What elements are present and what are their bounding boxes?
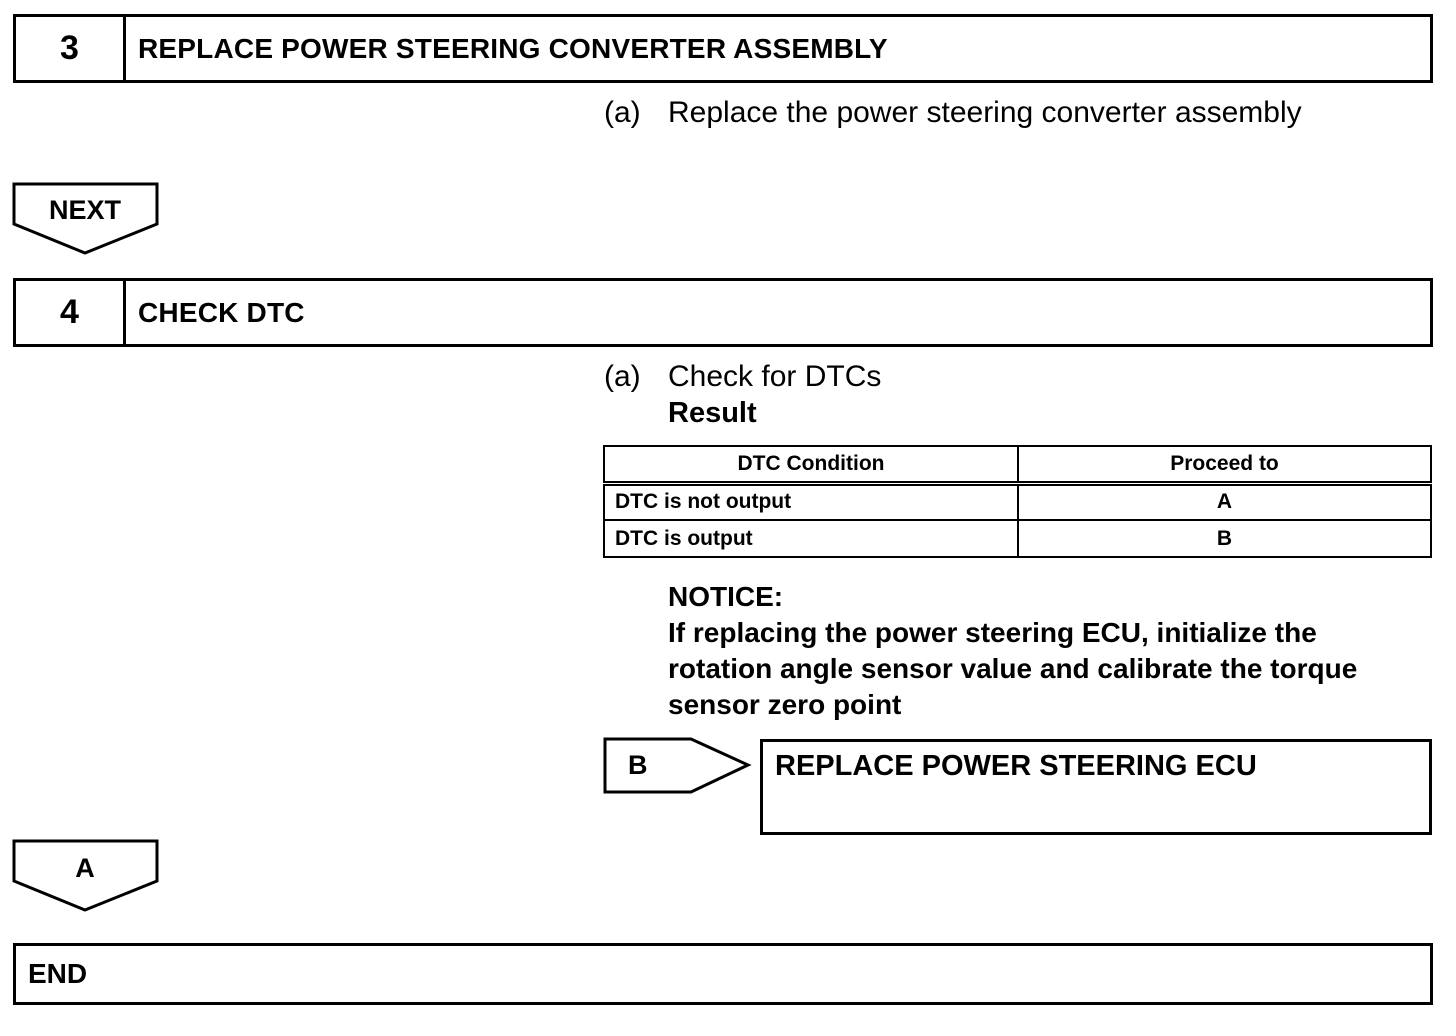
notice-line: rotation angle sensor value and calibrate the torque [668, 653, 1358, 684]
table-header-cell: DTC Condition [604, 446, 1018, 483]
table-cell: DTC is output [604, 520, 1018, 557]
step-title: CHECK DTC [138, 296, 305, 328]
substep-text: Replace the power steering converter assembly [668, 96, 1302, 129]
next-label: NEXT [48, 195, 121, 225]
replace-ecu-text: REPLACE POWER STEERING ECU [775, 750, 1257, 782]
step-title: REPLACE POWER STEERING CONVERTER ASSEMBLY [138, 32, 888, 64]
notice-line: If replacing the power steering ECU, initialize the [668, 617, 1317, 648]
end-label: END [28, 958, 88, 989]
step-number: 4 [16, 281, 126, 344]
substep-label: (a) [604, 360, 641, 393]
table-row [604, 520, 1431, 557]
table-cell: B [1018, 520, 1431, 557]
step-4-substep [604, 360, 1424, 400]
notice-line: sensor zero point [668, 689, 902, 720]
step-3-substep [604, 96, 1424, 136]
notice-block [668, 579, 1438, 723]
result-heading: Result [668, 397, 757, 429]
result-table [603, 445, 1432, 558]
substep-text: Check for DTCs [668, 360, 882, 393]
end-box [13, 943, 1433, 1005]
branch-b-arrow-icon [603, 737, 753, 797]
branch-a-label: A [75, 853, 95, 883]
table-cell: DTC is not output [604, 483, 1018, 520]
notice-title: NOTICE: [668, 581, 784, 612]
step-4-header [13, 278, 1433, 347]
table-cell: A [1018, 483, 1431, 520]
replace-ecu-box [760, 739, 1432, 835]
table-header-row [604, 446, 1431, 483]
table-row [604, 483, 1431, 520]
step-number: 3 [16, 17, 126, 80]
substep-label: (a) [604, 96, 641, 129]
step-3-header [13, 14, 1433, 83]
table-header-cell: Proceed to [1018, 446, 1431, 483]
branch-b-label: B [628, 750, 648, 780]
